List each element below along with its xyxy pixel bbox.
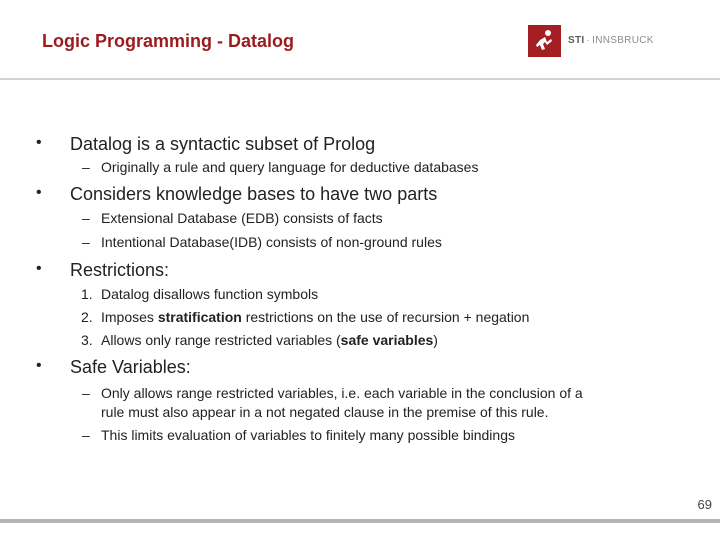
bullet-text: Datalog is a syntactic subset of Prolog	[70, 134, 376, 154]
number-marker: 3.	[81, 332, 93, 348]
numbered-text-post: )	[433, 332, 438, 348]
sub-bullet-text: Extensional Database (EDB) consists of facts	[101, 210, 383, 226]
numbered-text: Datalog disallows function symbols	[101, 286, 319, 302]
logo-separator: ·	[586, 35, 591, 46]
sti-logo-mark-icon	[528, 25, 561, 57]
numbered-item	[81, 286, 319, 302]
numbered-text-post: restrictions on the use of recursion + negation	[241, 309, 530, 325]
dash-marker: –	[82, 427, 90, 443]
sub-bullet-item	[82, 234, 442, 250]
bullet-marker: •	[36, 357, 42, 374]
bullet-marker: •	[36, 260, 42, 277]
dash-marker: –	[82, 234, 90, 250]
bullet-item	[36, 357, 191, 378]
bullet-item	[36, 260, 170, 281]
dash-marker: –	[82, 385, 90, 401]
numbered-item	[81, 332, 438, 348]
bullet-text: Restrictions:	[70, 260, 170, 280]
numbered-text-bold: stratification	[157, 309, 242, 325]
sub-bullet-item	[82, 159, 479, 175]
footer-divider	[0, 519, 720, 523]
dash-marker: –	[82, 210, 90, 226]
numbered-text-bold: safe variables	[340, 332, 434, 348]
slide-title: Logic Programming - Datalog	[42, 31, 295, 51]
bullet-item	[36, 184, 438, 205]
number-marker: 1.	[81, 286, 93, 302]
sub-bullet-text: Intentional Database(IDB) consists of non-ground rules	[101, 234, 442, 250]
sub-bullet-text: Only allows range restricted variables, i.e. each variable in the conclusion of a	[101, 385, 583, 401]
dash-marker: –	[82, 159, 90, 175]
logo-brand: STI	[568, 35, 585, 46]
sub-bullet-item	[82, 427, 515, 443]
sub-bullet-text: Originally a rule and query language for deductive databases	[101, 159, 479, 175]
bullet-marker: •	[36, 184, 42, 201]
bullet-text: Considers knowledge bases to have two parts	[70, 184, 438, 204]
bullet-item	[36, 134, 376, 155]
logo-location: INNSBRUCK	[592, 35, 654, 46]
numbered-text-pre: Imposes	[101, 309, 158, 325]
sub-bullet-item	[82, 385, 583, 401]
page-number: 69	[697, 497, 712, 512]
header-divider	[0, 78, 720, 80]
logo-text	[568, 35, 654, 46]
sub-bullet-item	[82, 210, 383, 226]
bullet-marker: •	[36, 134, 42, 151]
sub-bullet-text: rule must also appear in a not negated clause in the premise of this rule.	[101, 404, 549, 420]
number-marker: 2.	[81, 309, 93, 325]
sub-bullet-continuation	[101, 404, 548, 420]
sub-bullet-text: This limits evaluation of variables to finitely many possible bindings	[101, 427, 515, 443]
numbered-text-pre: Allows only range restricted variables (	[101, 332, 341, 348]
numbered-item	[81, 309, 530, 325]
bullet-text: Safe Variables:	[70, 357, 191, 377]
